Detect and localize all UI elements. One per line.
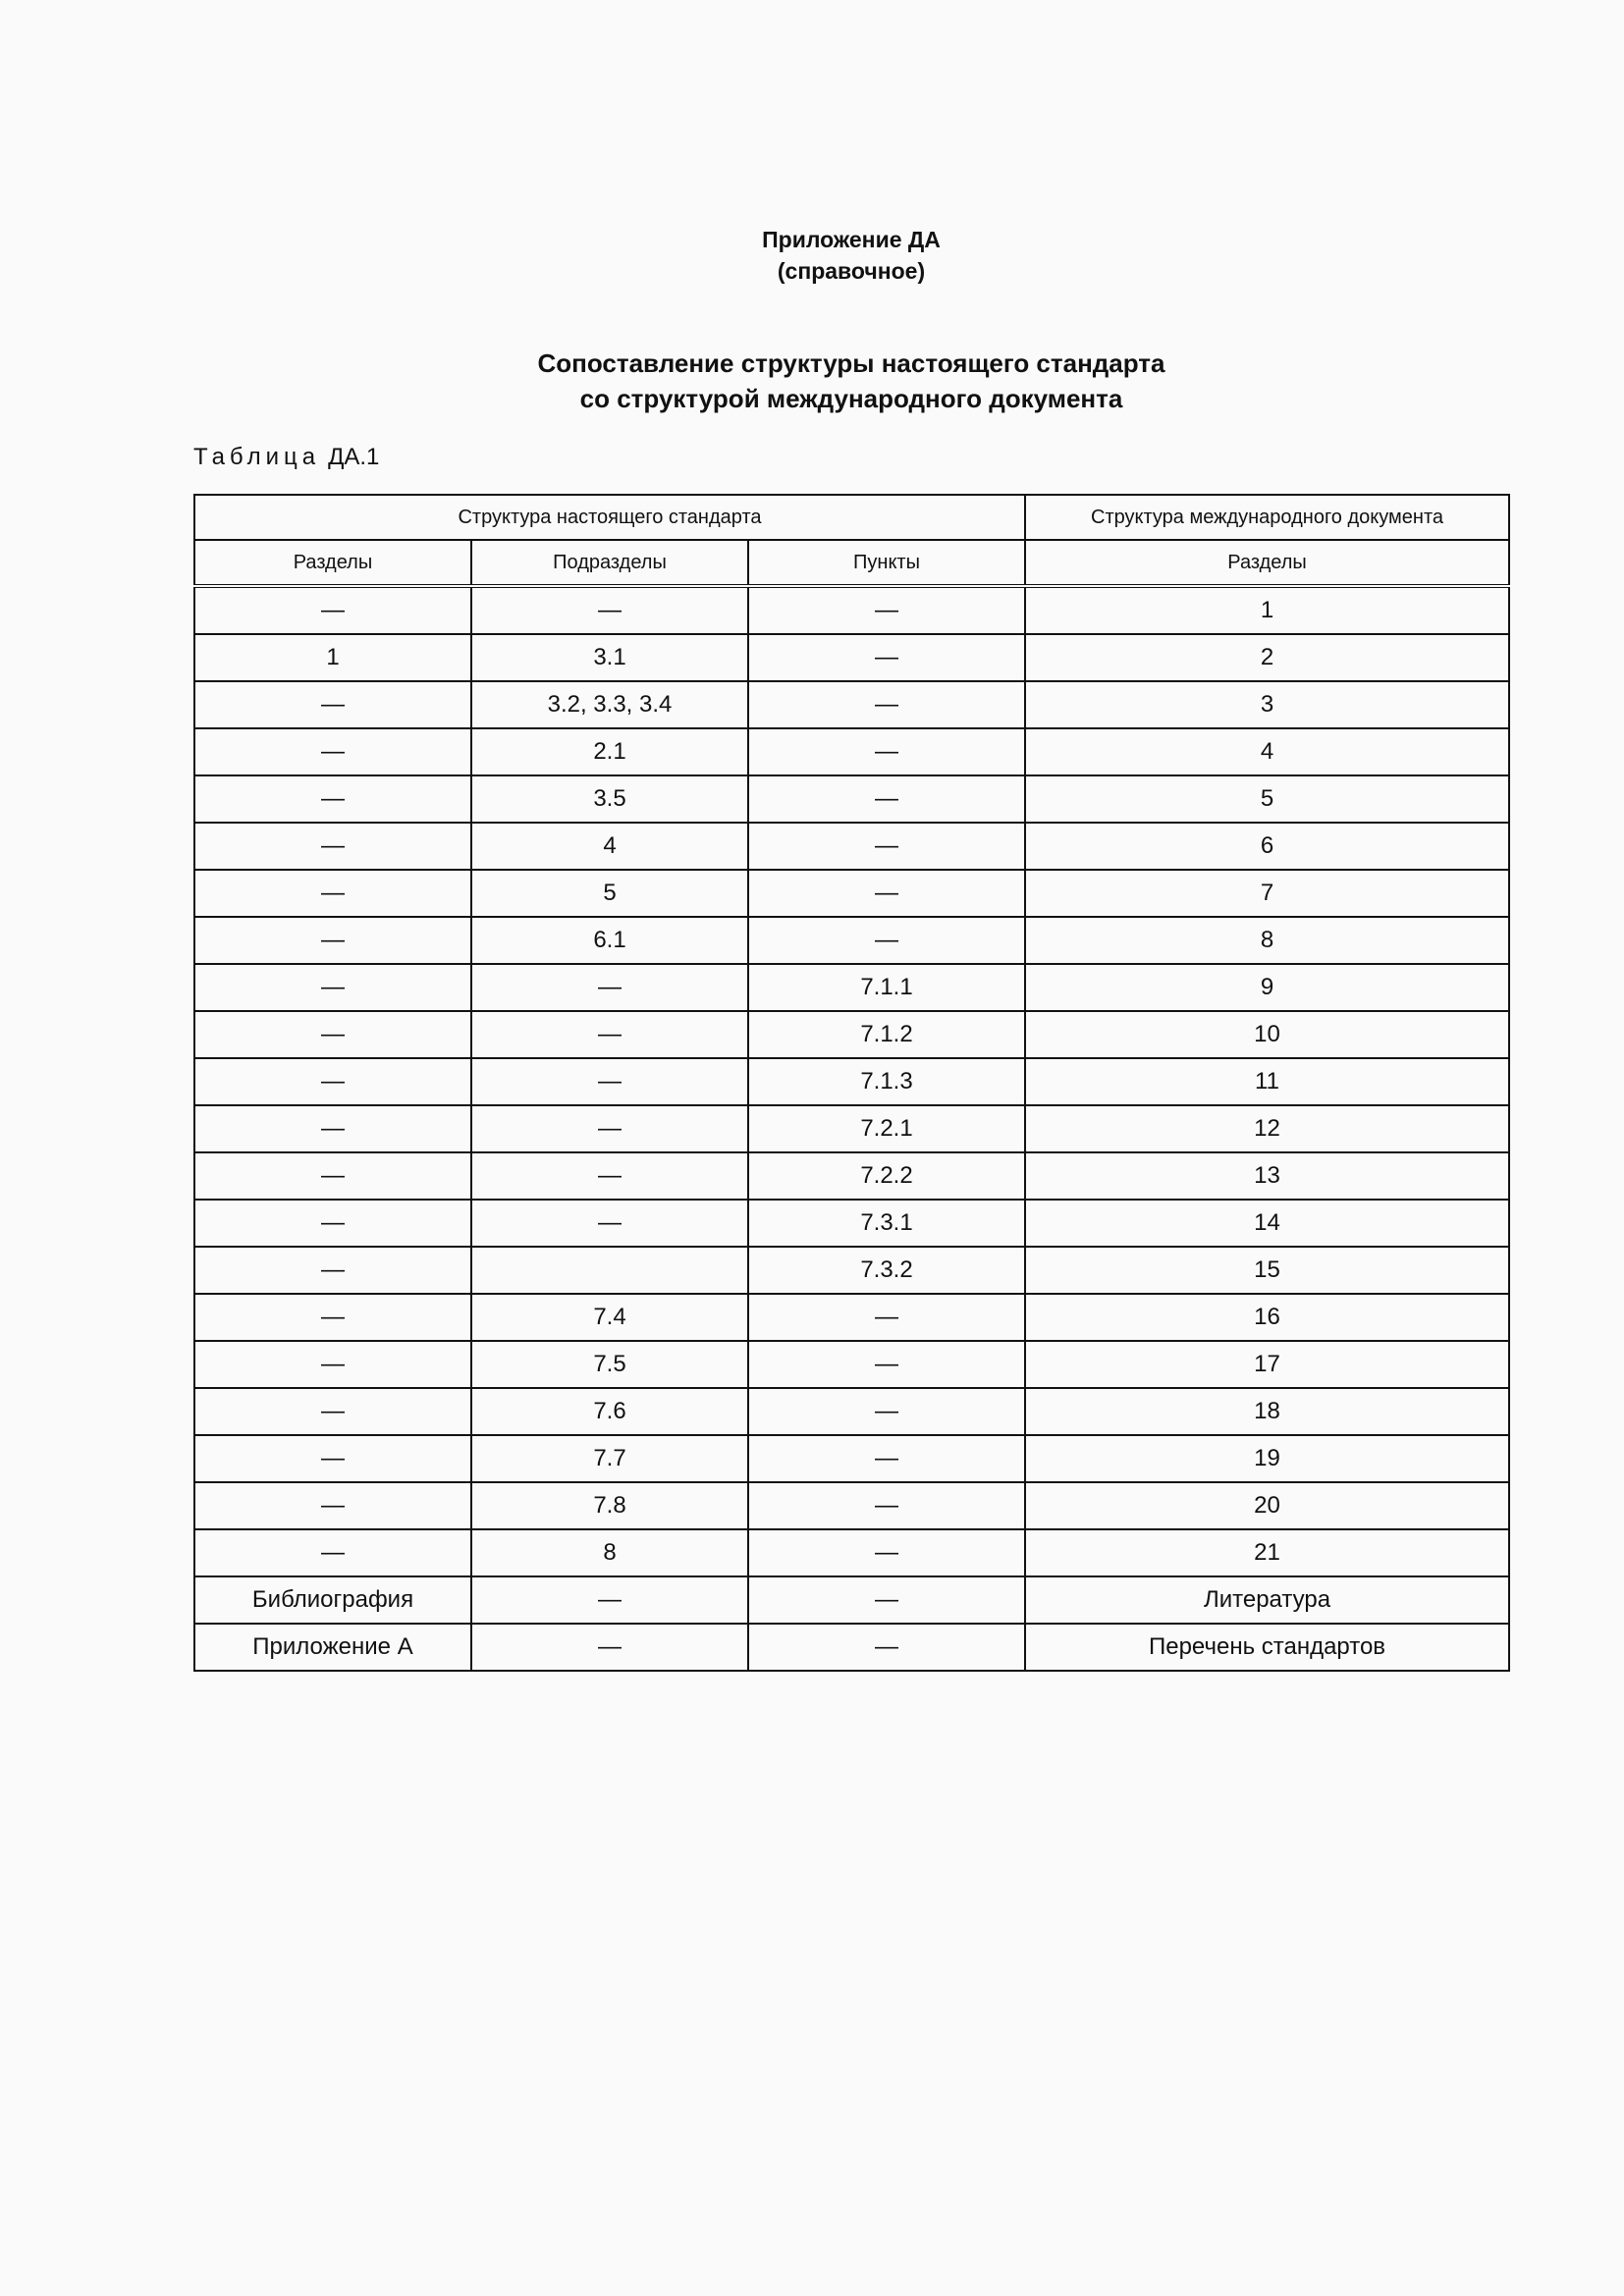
cell-intl-section: 19	[1025, 1435, 1509, 1482]
cell-clause: 7.3.1	[748, 1200, 1025, 1247]
cell-intl-section: 10	[1025, 1011, 1509, 1058]
cell-section: —	[194, 917, 471, 964]
cell-clause: —	[748, 1482, 1025, 1529]
cell-section: —	[194, 728, 471, 775]
table-row	[194, 1011, 1509, 1058]
cell-section: —	[194, 681, 471, 728]
cell-section: 1	[194, 634, 471, 681]
cell-intl-section: 17	[1025, 1341, 1509, 1388]
cell-clause: —	[748, 634, 1025, 681]
cell-subsection: —	[471, 1624, 748, 1671]
cell-subsection: —	[471, 1011, 748, 1058]
table-caption-number: ДА.1	[328, 444, 380, 470]
cell-section: —	[194, 1294, 471, 1341]
table-row	[194, 1058, 1509, 1105]
cell-section: —	[194, 1529, 471, 1576]
cell-subsection: 7.5	[471, 1341, 748, 1388]
cell-subsection: 3.1	[471, 634, 748, 681]
cell-clause: 7.2.1	[748, 1105, 1025, 1152]
cell-subsection: —	[471, 964, 748, 1011]
table-caption	[193, 442, 379, 473]
cell-section: —	[194, 823, 471, 870]
cell-intl-section: 5	[1025, 775, 1509, 823]
cell-intl-section: Перечень стандартов	[1025, 1624, 1509, 1671]
table-row	[194, 964, 1509, 1011]
cell-clause: —	[748, 1624, 1025, 1671]
cell-subsection	[471, 1247, 748, 1294]
column-header-sections: Разделы	[194, 540, 471, 586]
cell-subsection: —	[471, 586, 748, 634]
table-row	[194, 728, 1509, 775]
cell-intl-section: 20	[1025, 1482, 1509, 1529]
cell-intl-section: 2	[1025, 634, 1509, 681]
table-row	[194, 586, 1509, 634]
group-header-row	[194, 495, 1509, 540]
cell-clause: —	[748, 1388, 1025, 1435]
cell-subsection: 3.2, 3.3, 3.4	[471, 681, 748, 728]
cell-intl-section: 12	[1025, 1105, 1509, 1152]
cell-subsection: —	[471, 1576, 748, 1624]
cell-section: —	[194, 1388, 471, 1435]
cell-intl-section: Литература	[1025, 1576, 1509, 1624]
cell-intl-section: 1	[1025, 586, 1509, 634]
cell-subsection: 7.8	[471, 1482, 748, 1529]
cell-section: —	[194, 1152, 471, 1200]
group-header-international: Структура международного документа	[1025, 495, 1509, 540]
table-caption-word: Таблица	[193, 444, 321, 470]
cell-intl-section: 16	[1025, 1294, 1509, 1341]
cell-section: —	[194, 870, 471, 917]
cell-intl-section: 14	[1025, 1200, 1509, 1247]
cell-subsection: 3.5	[471, 775, 748, 823]
table-row	[194, 1294, 1509, 1341]
table-row	[194, 1105, 1509, 1152]
cell-subsection: 7.6	[471, 1388, 748, 1435]
table-row	[194, 1152, 1509, 1200]
cell-clause: 7.1.2	[748, 1011, 1025, 1058]
cell-clause: —	[748, 1435, 1025, 1482]
cell-subsection: —	[471, 1152, 748, 1200]
cell-clause: 7.3.2	[748, 1247, 1025, 1294]
comparison-table	[193, 494, 1510, 1672]
cell-clause: —	[748, 586, 1025, 634]
appendix-title-block	[0, 224, 1624, 287]
cell-intl-section: 3	[1025, 681, 1509, 728]
column-header-subsections: Подразделы	[471, 540, 748, 586]
table-row	[194, 1482, 1509, 1529]
cell-intl-section: 4	[1025, 728, 1509, 775]
cell-clause: 7.2.2	[748, 1152, 1025, 1200]
table-row	[194, 1435, 1509, 1482]
cell-section: —	[194, 1105, 471, 1152]
appendix-title: Приложение ДА	[762, 227, 941, 252]
table-row	[194, 681, 1509, 728]
cell-section: —	[194, 964, 471, 1011]
cell-clause: —	[748, 681, 1025, 728]
table-header	[194, 495, 1509, 586]
table-row	[194, 1529, 1509, 1576]
table-row	[194, 1341, 1509, 1388]
cell-section: Библиография	[194, 1576, 471, 1624]
table-row	[194, 775, 1509, 823]
cell-subsection: —	[471, 1200, 748, 1247]
cell-intl-section: 18	[1025, 1388, 1509, 1435]
cell-section: —	[194, 1247, 471, 1294]
cell-intl-section: 8	[1025, 917, 1509, 964]
table-row	[194, 634, 1509, 681]
cell-clause: 7.1.1	[748, 964, 1025, 1011]
cell-clause: —	[748, 1529, 1025, 1576]
cell-section: —	[194, 1058, 471, 1105]
cell-intl-section: 11	[1025, 1058, 1509, 1105]
cell-clause: —	[748, 917, 1025, 964]
cell-subsection: 4	[471, 823, 748, 870]
cell-intl-section: 13	[1025, 1152, 1509, 1200]
cell-clause: 7.1.3	[748, 1058, 1025, 1105]
cell-subsection: 2.1	[471, 728, 748, 775]
table-row	[194, 917, 1509, 964]
cell-subsection: —	[471, 1105, 748, 1152]
table-row	[194, 1247, 1509, 1294]
heading-line-2: со структурой международного документа	[579, 384, 1123, 413]
cell-clause: —	[748, 1341, 1025, 1388]
cell-intl-section: 7	[1025, 870, 1509, 917]
cell-section: —	[194, 1482, 471, 1529]
cell-clause: —	[748, 1576, 1025, 1624]
cell-section: —	[194, 586, 471, 634]
cell-intl-section: 6	[1025, 823, 1509, 870]
column-header-row	[194, 540, 1509, 586]
cell-subsection: 7.4	[471, 1294, 748, 1341]
cell-section: —	[194, 775, 471, 823]
cell-intl-section: 9	[1025, 964, 1509, 1011]
cell-intl-section: 21	[1025, 1529, 1509, 1576]
cell-clause: —	[748, 1294, 1025, 1341]
cell-subsection: —	[471, 1058, 748, 1105]
cell-intl-section: 15	[1025, 1247, 1509, 1294]
table-row	[194, 1576, 1509, 1624]
table-body	[194, 586, 1509, 1671]
cell-section: Приложение А	[194, 1624, 471, 1671]
cell-clause: —	[748, 823, 1025, 870]
table-row	[194, 1200, 1509, 1247]
group-header-this-standard: Структура настоящего стандарта	[194, 495, 1025, 540]
cell-subsection: 5	[471, 870, 748, 917]
cell-clause: —	[748, 728, 1025, 775]
document-heading	[0, 346, 1624, 416]
cell-subsection: 7.7	[471, 1435, 748, 1482]
cell-section: —	[194, 1341, 471, 1388]
cell-clause: —	[748, 775, 1025, 823]
table-row	[194, 1388, 1509, 1435]
cell-section: —	[194, 1435, 471, 1482]
table-row	[194, 870, 1509, 917]
heading-line-1: Сопоставление структуры настоящего стандарта	[537, 348, 1165, 378]
cell-clause: —	[748, 870, 1025, 917]
column-header-intl-sections: Разделы	[1025, 540, 1509, 586]
cell-section: —	[194, 1011, 471, 1058]
cell-subsection: 8	[471, 1529, 748, 1576]
cell-section: —	[194, 1200, 471, 1247]
table-row	[194, 1624, 1509, 1671]
cell-subsection: 6.1	[471, 917, 748, 964]
appendix-subtitle: (справочное)	[777, 258, 926, 284]
table-row	[194, 823, 1509, 870]
column-header-clauses: Пункты	[748, 540, 1025, 586]
